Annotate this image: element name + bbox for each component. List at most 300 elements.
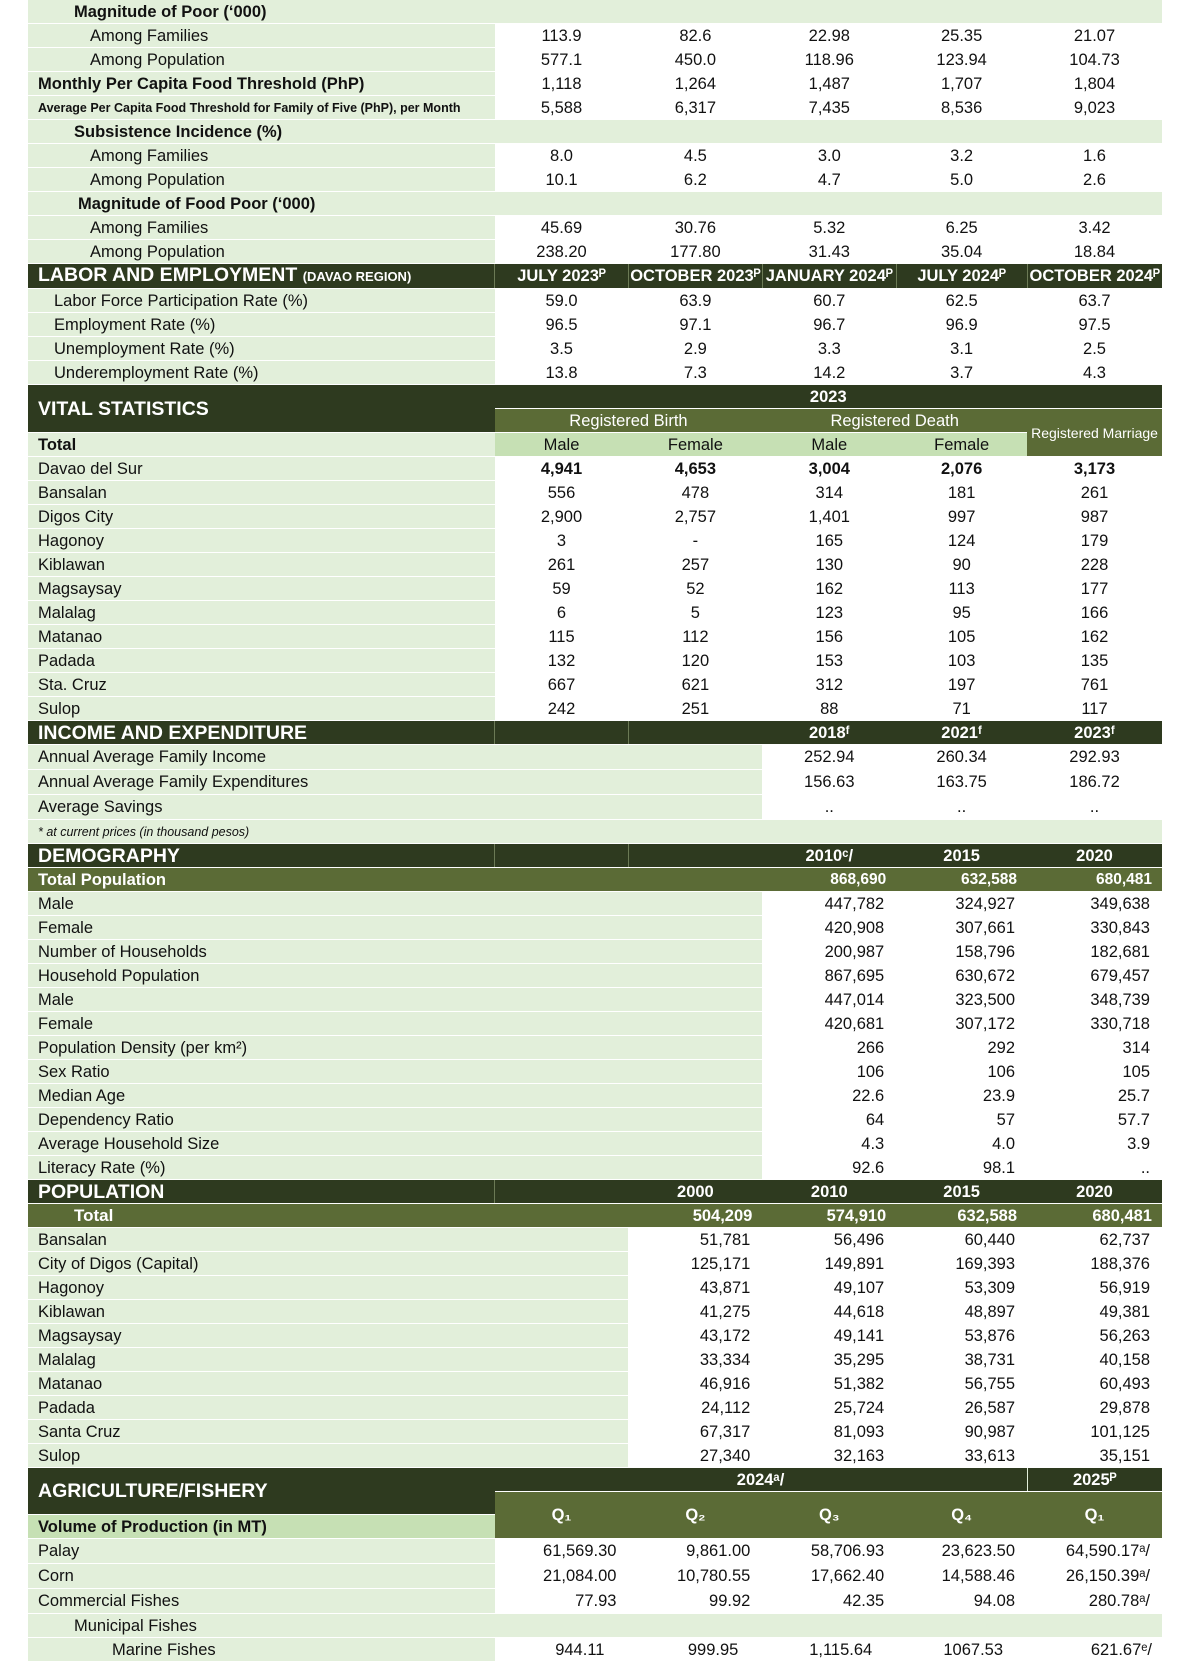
labor-title: LABOR AND EMPLOYMENT — [38, 264, 298, 286]
cell: 153 — [762, 649, 896, 673]
table-row — [28, 625, 1162, 649]
cell: 3.1 — [896, 337, 1027, 361]
cell: 3.9 — [1027, 1132, 1162, 1156]
female-header: Female — [896, 433, 1027, 457]
row-label: Annual Average Family Income — [28, 745, 495, 770]
cell: 1067.53 — [896, 1638, 1027, 1662]
cell: 5,588 — [495, 96, 629, 120]
row-label: Kiblawan — [28, 1300, 495, 1324]
cell: 163.75 — [896, 770, 1027, 795]
cell: 117 — [1027, 697, 1162, 721]
table-row — [28, 601, 1162, 625]
cell: 30.76 — [628, 216, 762, 240]
cell: 158,796 — [896, 940, 1027, 964]
statistics-table — [28, 0, 1162, 1662]
cell: 22.6 — [762, 1084, 896, 1108]
column-header: JANUARY 2024ᴾ — [762, 264, 896, 289]
cell: 49,141 — [762, 1324, 896, 1348]
income-note: * at current prices (in thousand pesos) — [28, 820, 495, 844]
row-label: Among Population — [28, 48, 495, 72]
cell: 156 — [762, 625, 896, 649]
cell: 46,916 — [628, 1372, 762, 1396]
cell: 96.5 — [495, 313, 629, 337]
cell: 21,084.00 — [495, 1564, 629, 1589]
row-label: Padada — [28, 1396, 495, 1420]
table-row — [28, 1324, 1162, 1348]
cell: 60.7 — [762, 289, 896, 313]
column-header: 2015 — [896, 1180, 1027, 1204]
row-label: Sulop — [28, 697, 495, 721]
cell: 96.9 — [896, 313, 1027, 337]
row-label: Santa Cruz — [28, 1420, 495, 1444]
cell: 632,588 — [896, 1204, 1027, 1228]
cell: 188,376 — [1027, 1252, 1162, 1276]
table-row — [28, 697, 1162, 721]
cell: 179 — [1027, 529, 1162, 553]
cell: 200,987 — [762, 940, 896, 964]
cell: 292.93 — [1027, 745, 1162, 770]
cell: 81,093 — [762, 1420, 896, 1444]
cell: 186.72 — [1027, 770, 1162, 795]
cell: 40,158 — [1027, 1348, 1162, 1372]
cell: 112 — [628, 625, 762, 649]
table-row — [28, 1348, 1162, 1372]
cell: 987 — [1027, 505, 1162, 529]
subsistence-row — [28, 120, 1162, 144]
cell: 26,587 — [896, 1396, 1027, 1420]
cell: 130 — [762, 553, 896, 577]
table-row — [28, 529, 1162, 553]
agri-year-2025: 2025ᴾ — [1027, 1468, 1162, 1492]
table-row — [28, 361, 1162, 385]
cell: 621.67ᵉ/ — [1027, 1638, 1162, 1662]
cell: 6.2 — [628, 168, 762, 192]
cell: 32,163 — [762, 1444, 896, 1468]
column-header: OCTOBER 2024ᴾ — [1027, 264, 1162, 289]
cell: 13.8 — [495, 361, 629, 385]
municipal-row — [28, 1614, 1162, 1638]
cell: 25,724 — [762, 1396, 896, 1420]
cell: 3 — [495, 529, 629, 553]
cell: 228 — [1027, 553, 1162, 577]
cell: 312 — [762, 673, 896, 697]
cell: 5 — [628, 601, 762, 625]
cell: 2.5 — [1027, 337, 1162, 361]
magnitude-poor-label: Magnitude of Poor (‘000) — [28, 0, 495, 24]
cell: 7,435 — [762, 96, 896, 120]
cell: 177 — [1027, 577, 1162, 601]
column-header: 2021ᶠ — [896, 721, 1027, 745]
cell: 1.6 — [1027, 144, 1162, 168]
cell: 53,876 — [896, 1324, 1027, 1348]
cell: 63.7 — [1027, 289, 1162, 313]
cell: 3.3 — [762, 337, 896, 361]
cell: 314 — [762, 481, 896, 505]
cell: 348,739 — [1027, 988, 1162, 1012]
table-row — [28, 1372, 1162, 1396]
cell: 182,681 — [1027, 940, 1162, 964]
cell: 115 — [495, 625, 629, 649]
cell: 1,707 — [896, 72, 1027, 96]
row-label: Davao del Sur — [28, 457, 495, 481]
demography-section-header — [28, 844, 1162, 868]
cell: 307,661 — [896, 916, 1027, 940]
table-row — [28, 553, 1162, 577]
cell: 60,493 — [1027, 1372, 1162, 1396]
cell: 59.0 — [495, 289, 629, 313]
table-row — [28, 240, 1162, 264]
cell: 621 — [628, 673, 762, 697]
cell: 5.32 — [762, 216, 896, 240]
cell: 1,804 — [1027, 72, 1162, 96]
row-label: Among Families — [28, 144, 495, 168]
cell: 106 — [762, 1060, 896, 1084]
cell: 33,334 — [628, 1348, 762, 1372]
row-label: Average Savings — [28, 795, 495, 820]
cell: .. — [1027, 795, 1162, 820]
cell: 504,209 — [628, 1204, 762, 1228]
cell: 149,891 — [762, 1252, 896, 1276]
cell: 71 — [896, 697, 1027, 721]
cell: 64,590.17ᵃ/ — [1027, 1539, 1162, 1564]
cell: 680,481 — [1027, 1204, 1162, 1228]
cell: 43,871 — [628, 1276, 762, 1300]
cell: 105 — [896, 625, 1027, 649]
cell: 307,172 — [896, 1012, 1027, 1036]
cell: 51,781 — [628, 1228, 762, 1252]
row-label: Matanao — [28, 625, 495, 649]
cell: 51,382 — [762, 1372, 896, 1396]
row-label: Digos City — [28, 505, 495, 529]
cell: 330,843 — [1027, 916, 1162, 940]
row-label: Population Density (per km²) — [28, 1036, 495, 1060]
cell: 867,695 — [762, 964, 896, 988]
cell: 1,264 — [628, 72, 762, 96]
cell: 868,690 — [762, 868, 896, 892]
cell: 323,500 — [896, 988, 1027, 1012]
cell: 77.93 — [495, 1589, 629, 1614]
cell: 9,861.00 — [628, 1539, 762, 1564]
cell: 156.63 — [762, 770, 896, 795]
cell: 56,919 — [1027, 1276, 1162, 1300]
population-rows — [28, 1228, 1162, 1468]
cell: 632,588 — [896, 868, 1027, 892]
row-label: Padada — [28, 649, 495, 673]
female-header: Female — [628, 433, 762, 457]
column-header: JULY 2024ᴾ — [896, 264, 1027, 289]
cell: 113.9 — [495, 24, 629, 48]
cell: 132 — [495, 649, 629, 673]
row-label: Marine Fishes — [28, 1638, 495, 1662]
cell: 90 — [896, 553, 1027, 577]
row-label: Among Population — [28, 240, 495, 264]
table-row — [28, 481, 1162, 505]
cell: 44,618 — [762, 1300, 896, 1324]
table-row — [28, 770, 1162, 795]
cell: 181 — [896, 481, 1027, 505]
registered-birth-header: Registered Birth — [495, 409, 763, 433]
agri-year-2024: 2024ᵃ/ — [495, 1468, 1027, 1492]
cell: 25.35 — [896, 24, 1027, 48]
cell: 6.25 — [896, 216, 1027, 240]
cell: 29,878 — [1027, 1396, 1162, 1420]
row-label: Sta. Cruz — [28, 673, 495, 697]
cell: 4.0 — [896, 1132, 1027, 1156]
cell: 96.7 — [762, 313, 896, 337]
column-header: OCTOBER 2023ᴾ — [628, 264, 762, 289]
cell: 35,295 — [762, 1348, 896, 1372]
cell: 49,107 — [762, 1276, 896, 1300]
row-label: Monthly Per Capita Food Threshold (PhP) — [28, 72, 495, 96]
cell: 324,927 — [896, 892, 1027, 916]
cell: 162 — [762, 577, 896, 601]
cell: 349,638 — [1027, 892, 1162, 916]
row-label: Among Families — [28, 216, 495, 240]
table-row — [28, 337, 1162, 361]
table-row — [28, 313, 1162, 337]
row-label: Hagonoy — [28, 1276, 495, 1300]
cell: 120 — [628, 649, 762, 673]
cell: 60,440 — [896, 1228, 1027, 1252]
table-row — [28, 649, 1162, 673]
cell: 2,900 — [495, 505, 629, 529]
cell: 6 — [495, 601, 629, 625]
cell: 166 — [1027, 601, 1162, 625]
cell: 64 — [762, 1108, 896, 1132]
row-label: Hagonoy — [28, 529, 495, 553]
row-label: Male — [28, 988, 495, 1012]
cell: 48,897 — [896, 1300, 1027, 1324]
cell: 95 — [896, 601, 1027, 625]
agri-section-header — [28, 1468, 1162, 1492]
column-header: 2023ᶠ — [1027, 721, 1162, 745]
cell: 680,481 — [1027, 868, 1162, 892]
cell: 59 — [495, 577, 629, 601]
table-row — [28, 1300, 1162, 1324]
cell: 88 — [762, 697, 896, 721]
table-row — [28, 505, 1162, 529]
table-row — [28, 1539, 1162, 1564]
row-label: Magsaysay — [28, 577, 495, 601]
cell: 2,076 — [896, 457, 1027, 481]
cell: 52 — [628, 577, 762, 601]
row-label: Total — [28, 1204, 495, 1228]
column-header: 2015 — [896, 844, 1027, 868]
column-header: Q₁ — [495, 1492, 629, 1539]
row-label: Sex Ratio — [28, 1060, 495, 1084]
cell: 35,151 — [1027, 1444, 1162, 1468]
row-label: Average Household Size — [28, 1132, 495, 1156]
cell: 97.5 — [1027, 313, 1162, 337]
cell: 123 — [762, 601, 896, 625]
agri-title: AGRICULTURE/FISHERY — [28, 1468, 495, 1515]
cell: 2.9 — [628, 337, 762, 361]
cell: 27,340 — [628, 1444, 762, 1468]
column-header: JULY 2023ᴾ — [495, 264, 629, 289]
row-label: Number of Households — [28, 940, 495, 964]
cell: 999.95 — [628, 1638, 762, 1662]
cell: 135 — [1027, 649, 1162, 673]
cell: 53,309 — [896, 1276, 1027, 1300]
cell: 3.7 — [896, 361, 1027, 385]
cell: 67,317 — [628, 1420, 762, 1444]
labor-subtitle: (DAVAO REGION) — [302, 269, 412, 284]
row-label: Magsaysay — [28, 1324, 495, 1348]
table-row — [28, 48, 1162, 72]
cell: 3,173 — [1027, 457, 1162, 481]
cell: 118.96 — [762, 48, 896, 72]
cell: 314 — [1027, 1036, 1162, 1060]
cell: 577.1 — [495, 48, 629, 72]
row-label: Male — [28, 892, 495, 916]
cell: 4.5 — [628, 144, 762, 168]
food-poor-row — [28, 192, 1162, 216]
volume-label: Volume of Production (in MT) — [28, 1515, 495, 1539]
cell: 25.7 — [1027, 1084, 1162, 1108]
cell: 761 — [1027, 673, 1162, 697]
table-row — [28, 1084, 1162, 1108]
cell: 23.9 — [896, 1084, 1027, 1108]
row-label: Palay — [28, 1539, 495, 1564]
vital-subheader — [28, 433, 1162, 457]
cell: 266 — [762, 1036, 896, 1060]
male-header: Male — [495, 433, 629, 457]
row-label: Matanao — [28, 1372, 495, 1396]
vital-rows — [28, 481, 1162, 721]
cell: 21.07 — [1027, 24, 1162, 48]
table-row — [28, 289, 1162, 313]
cell: 57.7 — [1027, 1108, 1162, 1132]
table-row — [28, 892, 1162, 916]
demography-rows — [28, 892, 1162, 1180]
column-header: 2020 — [1027, 1180, 1162, 1204]
cell: 103 — [896, 649, 1027, 673]
row-label: Among Population — [28, 168, 495, 192]
row-label: Magnitude of Food Poor (‘000) — [28, 192, 495, 216]
table-row — [28, 745, 1162, 770]
column-header: 2020 — [1027, 844, 1162, 868]
cell: 165 — [762, 529, 896, 553]
cell: 169,393 — [896, 1252, 1027, 1276]
table-row — [28, 168, 1162, 192]
cell: 4.7 — [762, 168, 896, 192]
cell: 2,757 — [628, 505, 762, 529]
cell: 447,014 — [762, 988, 896, 1012]
cell: 42.35 — [762, 1589, 896, 1614]
row-label: Malalag — [28, 1348, 495, 1372]
cell: 10,780.55 — [628, 1564, 762, 1589]
cell: 104.73 — [1027, 48, 1162, 72]
cell: 162 — [1027, 625, 1162, 649]
cell: 252.94 — [762, 745, 896, 770]
population-total-row — [28, 1204, 1162, 1228]
cell: 94.08 — [896, 1589, 1027, 1614]
row-label: Labor Force Participation Rate (%) — [28, 289, 495, 313]
cell: 124 — [896, 529, 1027, 553]
table-row — [28, 795, 1162, 820]
cell: 447,782 — [762, 892, 896, 916]
cell: 101,125 — [1027, 1420, 1162, 1444]
cell: 260.34 — [896, 745, 1027, 770]
cell: 3.5 — [495, 337, 629, 361]
table-row — [28, 1012, 1162, 1036]
cell: 14.2 — [762, 361, 896, 385]
row-label: Average Per Capita Food Threshold for Family of Five (PhP), per Month — [28, 96, 495, 120]
row-label: Sulop — [28, 1444, 495, 1468]
table-row — [28, 1060, 1162, 1084]
table-row — [28, 24, 1162, 48]
column-header: 2018ᶠ — [762, 721, 896, 745]
row-label: Kiblawan — [28, 553, 495, 577]
cell: 62,737 — [1027, 1228, 1162, 1252]
cell: 26,150.39ᵃ/ — [1027, 1564, 1162, 1589]
column-header: Q₄ — [896, 1492, 1027, 1539]
table-row — [28, 72, 1162, 96]
column-header: 2000 — [628, 1180, 762, 1204]
table-row — [28, 1228, 1162, 1252]
cell: .. — [1027, 1156, 1162, 1180]
row-label: City of Digos (Capital) — [28, 1252, 495, 1276]
cell: 62.5 — [896, 289, 1027, 313]
row-label: Underemployment Rate (%) — [28, 361, 495, 385]
row-label: Municipal Fishes — [28, 1614, 495, 1638]
column-header: 2010 — [762, 1180, 896, 1204]
column-header: Q₁ — [1027, 1492, 1162, 1539]
cell: 92.6 — [762, 1156, 896, 1180]
registered-death-header: Registered Death — [762, 409, 1027, 433]
cell: 2.6 — [1027, 168, 1162, 192]
table-row — [28, 1444, 1162, 1468]
cell: 3.2 — [896, 144, 1027, 168]
cell: .. — [896, 795, 1027, 820]
table-row — [28, 1420, 1162, 1444]
cell: 38,731 — [896, 1348, 1027, 1372]
cell: 56,755 — [896, 1372, 1027, 1396]
male-header: Male — [762, 433, 896, 457]
cell: 574,910 — [762, 1204, 896, 1228]
cell: 242 — [495, 697, 629, 721]
cell: 667 — [495, 673, 629, 697]
cell: 106 — [896, 1060, 1027, 1084]
cell: 61,569.30 — [495, 1539, 629, 1564]
cell: 22.98 — [762, 24, 896, 48]
cell: 3,004 — [762, 457, 896, 481]
row-label: Among Families — [28, 24, 495, 48]
statistics-sheet — [28, 0, 1162, 1659]
row-label: Unemployment Rate (%) — [28, 337, 495, 361]
row-label: Employment Rate (%) — [28, 313, 495, 337]
cell: 9,023 — [1027, 96, 1162, 120]
cell: 251 — [628, 697, 762, 721]
demography-title: DEMOGRAPHY — [28, 844, 495, 868]
cell: 99.92 — [628, 1589, 762, 1614]
cell: 556 — [495, 481, 629, 505]
registered-marriage-header: Registered Marriage — [1027, 409, 1162, 457]
cell: 261 — [495, 553, 629, 577]
cell: 478 — [628, 481, 762, 505]
labor-section-header — [28, 264, 1162, 289]
cell: 98.1 — [896, 1156, 1027, 1180]
table-row — [28, 1564, 1162, 1589]
row-label: Subsistence Incidence (%) — [28, 120, 495, 144]
cell: 630,672 — [896, 964, 1027, 988]
table-row — [28, 96, 1162, 120]
cell: 3.0 — [762, 144, 896, 168]
table-row — [28, 1638, 1162, 1662]
cell: 8.0 — [495, 144, 629, 168]
cell: 57 — [896, 1108, 1027, 1132]
row-label: Total Population — [28, 868, 495, 892]
